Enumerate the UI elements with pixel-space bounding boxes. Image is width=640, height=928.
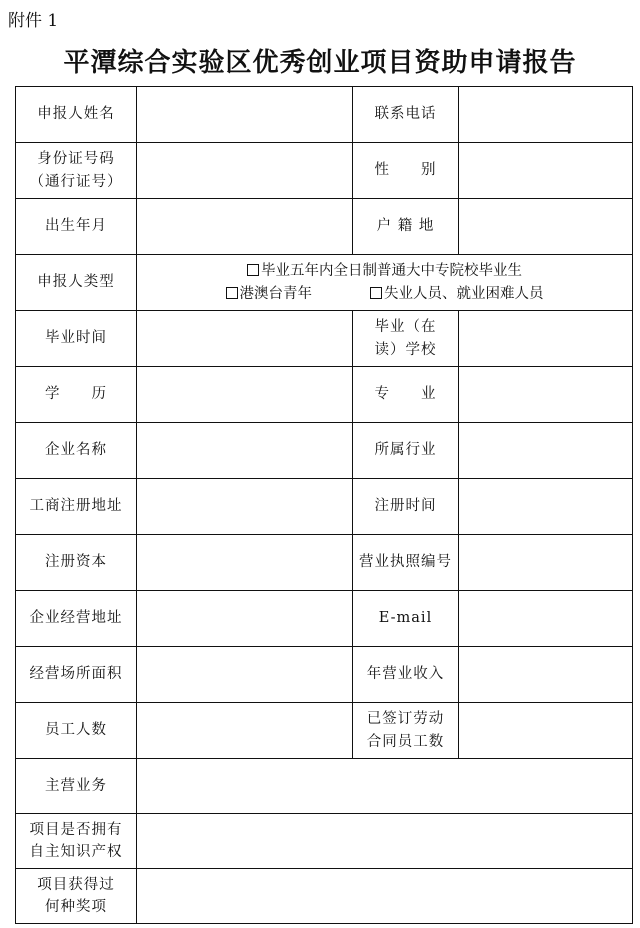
ip-ownership-label-line2: 自主知识产权 — [29, 844, 123, 860]
table-row — [16, 255, 633, 311]
major-label: 专 业 — [353, 367, 459, 423]
ip-ownership-field[interactable] — [137, 814, 633, 869]
contracted-employees-field[interactable] — [459, 703, 633, 759]
id-number-label-line1: 身份证号码 — [37, 151, 115, 168]
table-row — [16, 87, 633, 143]
table-row — [16, 423, 633, 479]
main-business-field[interactable] — [137, 759, 633, 814]
phone-field[interactable] — [459, 87, 633, 143]
table-row — [16, 759, 633, 814]
education-label: 学 历 — [16, 367, 137, 423]
table-row — [16, 647, 633, 703]
business-address-label: 企业经营地址 — [16, 591, 137, 647]
table-row — [16, 535, 633, 591]
applicant-type-options — [137, 255, 633, 311]
graduation-time-label: 毕业时间 — [16, 311, 137, 367]
option-row — [141, 283, 628, 305]
table-row — [16, 311, 633, 367]
industry-field[interactable] — [459, 423, 633, 479]
email-label: E-mail — [353, 591, 459, 647]
employee-count-field[interactable] — [137, 703, 353, 759]
id-number-field[interactable] — [137, 143, 353, 199]
hk-macao-taiwan-youth-option-label: 港澳台青年 — [239, 285, 312, 302]
attachment-label: 附件 1 — [8, 11, 59, 31]
graduate-option-label: 毕业五年内全日制普通大中专院校毕业生 — [261, 263, 522, 280]
business-license-label: 营业执照编号 — [353, 535, 459, 591]
education-field[interactable] — [137, 367, 353, 423]
birth-date-label: 出生年月 — [16, 199, 137, 255]
industry-label: 所属行业 — [353, 423, 459, 479]
graduation-time-field[interactable] — [137, 311, 353, 367]
registered-capital-field[interactable] — [137, 535, 353, 591]
contracted-employees-label-line1: 已签订劳动 — [366, 711, 445, 728]
contracted-employees-label-line2: 合同员工数 — [366, 733, 445, 750]
id-number-label-line2: （通行证号） — [29, 173, 123, 190]
school-field[interactable] — [459, 311, 633, 367]
premises-area-label: 经营场所面积 — [16, 647, 137, 703]
main-business-label: 主营业务 — [16, 759, 137, 814]
table-row — [16, 591, 633, 647]
birth-date-field[interactable] — [137, 199, 353, 255]
unemployed-option-label: 失业人员、就业困难人员 — [384, 285, 544, 302]
awards-label-line2: 何种奖项 — [45, 899, 107, 915]
school-label-line1: 毕业（在 — [374, 319, 437, 336]
awards-label-line1: 项目获得过 — [37, 876, 115, 893]
employee-count-label: 员工人数 — [16, 703, 137, 759]
gender-label: 性 别 — [353, 143, 459, 199]
registration-time-field[interactable] — [459, 479, 633, 535]
unemployed-checkbox[interactable] — [370, 287, 382, 299]
table-row — [16, 814, 633, 869]
table-row — [16, 199, 633, 255]
applicant-type-label: 申报人类型 — [16, 255, 137, 311]
application-form-table — [15, 86, 633, 924]
table-row — [16, 367, 633, 423]
registration-time-label: 注册时间 — [353, 479, 459, 535]
table-row — [16, 869, 633, 924]
major-field[interactable] — [459, 367, 633, 423]
id-number-label — [16, 143, 137, 199]
school-label-line2: 读）学校 — [374, 341, 437, 358]
phone-label: 联系电话 — [353, 87, 459, 143]
contracted-employees-label — [353, 703, 459, 759]
hk-macao-taiwan-youth-checkbox[interactable] — [226, 287, 238, 299]
school-label — [353, 311, 459, 367]
ip-ownership-label — [16, 814, 137, 869]
graduate-checkbox[interactable] — [247, 264, 259, 276]
applicant-name-label: 申报人姓名 — [16, 87, 137, 143]
business-address-field[interactable] — [137, 591, 353, 647]
awards-label — [16, 869, 137, 924]
gender-field[interactable] — [459, 143, 633, 199]
table-row — [16, 703, 633, 759]
ip-ownership-label-line1: 项目是否拥有 — [29, 821, 123, 838]
premises-area-field[interactable] — [137, 647, 353, 703]
business-license-field[interactable] — [459, 535, 633, 591]
option-row — [141, 260, 628, 282]
registered-address-label: 工商注册地址 — [16, 479, 137, 535]
company-name-label: 企业名称 — [16, 423, 137, 479]
company-name-field[interactable] — [137, 423, 353, 479]
annual-revenue-label: 年营业收入 — [353, 647, 459, 703]
table-row — [16, 143, 633, 199]
annual-revenue-field[interactable] — [459, 647, 633, 703]
registered-capital-label: 注册资本 — [16, 535, 137, 591]
household-register-field[interactable] — [459, 199, 633, 255]
email-field[interactable] — [459, 591, 633, 647]
household-register-label: 户 籍 地 — [353, 199, 459, 255]
table-row — [16, 479, 633, 535]
awards-field[interactable] — [137, 869, 633, 924]
applicant-name-field[interactable] — [137, 87, 353, 143]
form-title: 平潭综合实验区优秀创业项目资助申请报告 — [63, 48, 577, 78]
registered-address-field[interactable] — [137, 479, 353, 535]
